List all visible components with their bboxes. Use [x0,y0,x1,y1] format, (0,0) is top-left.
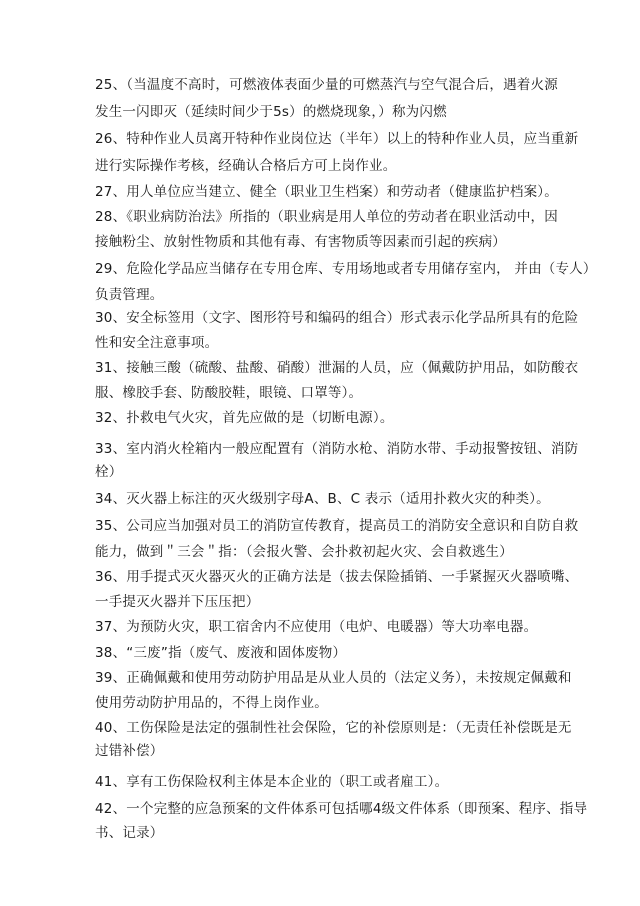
item-31-line-1: 31、接触三酸（硫酸、盐酸、硝酸）泄漏的人员，应（佩戴防护用品，如防酸衣 [95,360,579,376]
item-28-line-2: 接触粉尘、放射性物质和其他有毒、有害物质等因素而引起的疾病） [95,234,506,250]
item-34-line-1: 34、灭火器上标注的灭火级别字母A、B、C 表示（适用扑救火灾的种类）。 [95,491,550,507]
item-35-line-1: 35、公司应当加强对员工的消防宣传教育，提高员工的消防安全意识和自防自救 [95,518,579,534]
item-36-line-1: 36、用手提式灭火器灭火的正确方法是（拔去保险插销、一手紧握灭火器喷嘴、 [95,569,579,585]
item-36-line-2: 一手提灭火器并下压压把） [95,594,260,610]
item-41-line-1: 41、享有工伤保险权利主体是本企业的（职工或者雇工）。 [95,774,449,790]
item-42-line-1: 42、一个完整的应急预案的文件体系可包括哪4级文件体系（即预案、程序、指导 [95,801,588,817]
item-40-line-2: 过错补偿） [95,743,164,759]
item-25-line-1: 25、（当温度不高时，可燃液体表面少量的可燃蒸汽与空气混合后，遇着火源 [95,77,558,93]
item-31-line-2: 服、橡胶手套、防酸胶鞋，眼镜、口罩等）。 [95,385,363,401]
item-37-line-1: 37、为预防火灾，职工宿舍内不应使用（电炉、电暖器）等大功率电器。 [95,619,538,635]
item-38-line-1: 38、“三废”指（废气、废液和固体废物） [95,645,347,661]
item-29-line-2: 负责管理。 [95,287,164,303]
item-27-line-1: 27、用人单位应当建立、健全（职业卫生档案）和劳动者（健康监护档案）。 [95,184,558,200]
item-28-line-1: 28、《职业病防治法》所指的（职业病是用人单位的劳动者在职业活动中，因 [95,209,558,225]
item-33-line-1: 33、室内消火栓箱内一般应配置有（消防水枪、消防水带、手动报警按钮、消防 [95,441,579,457]
item-33-line-2: 栓） [95,464,123,480]
item-30-line-2: 性和安全注意事项。 [95,335,219,351]
item-26-line-1: 26、特种作业人员离开特种作业岗位达（半年）以上的特种作业人员，应当重新 [95,131,579,147]
item-29-line-1: 29、危险化学品应当储存在专用仓库、专用场地或者专用储存室内， 并由（专人） [95,261,597,277]
item-32-line-1: 32、扑救电气火灾，首先应做的是（切断电源）。 [95,410,394,426]
item-26-line-2: 进行实际操作考核，经确认合格后方可上岗作业。 [95,158,397,174]
item-40-line-1: 40、工伤保险是法定的强制性社会保险，它的补偿原则是：（无责任补偿既是无 [95,720,572,736]
item-25-line-2: 发生一闪即灭（延续时间少于5s）的燃烧现象，）称为闪燃 [95,104,447,120]
item-30-line-1: 30、安全标签用（文字、图形符号和编码的组合）形式表示化学品所具有的危险 [95,310,579,326]
item-35-line-2: 能力，做到＂三会＂指：（会报火警、会扑救初起火灾、会自救逃生） [95,544,513,560]
item-42-line-2: 书、记录） [95,825,164,841]
item-39-line-1: 39、正确佩戴和使用劳动防护用品是从业人员的（法定义务），未按规定佩戴和 [95,670,572,686]
item-39-line-2: 使用劳动防护用品的，不得上岗作业。 [95,695,328,711]
